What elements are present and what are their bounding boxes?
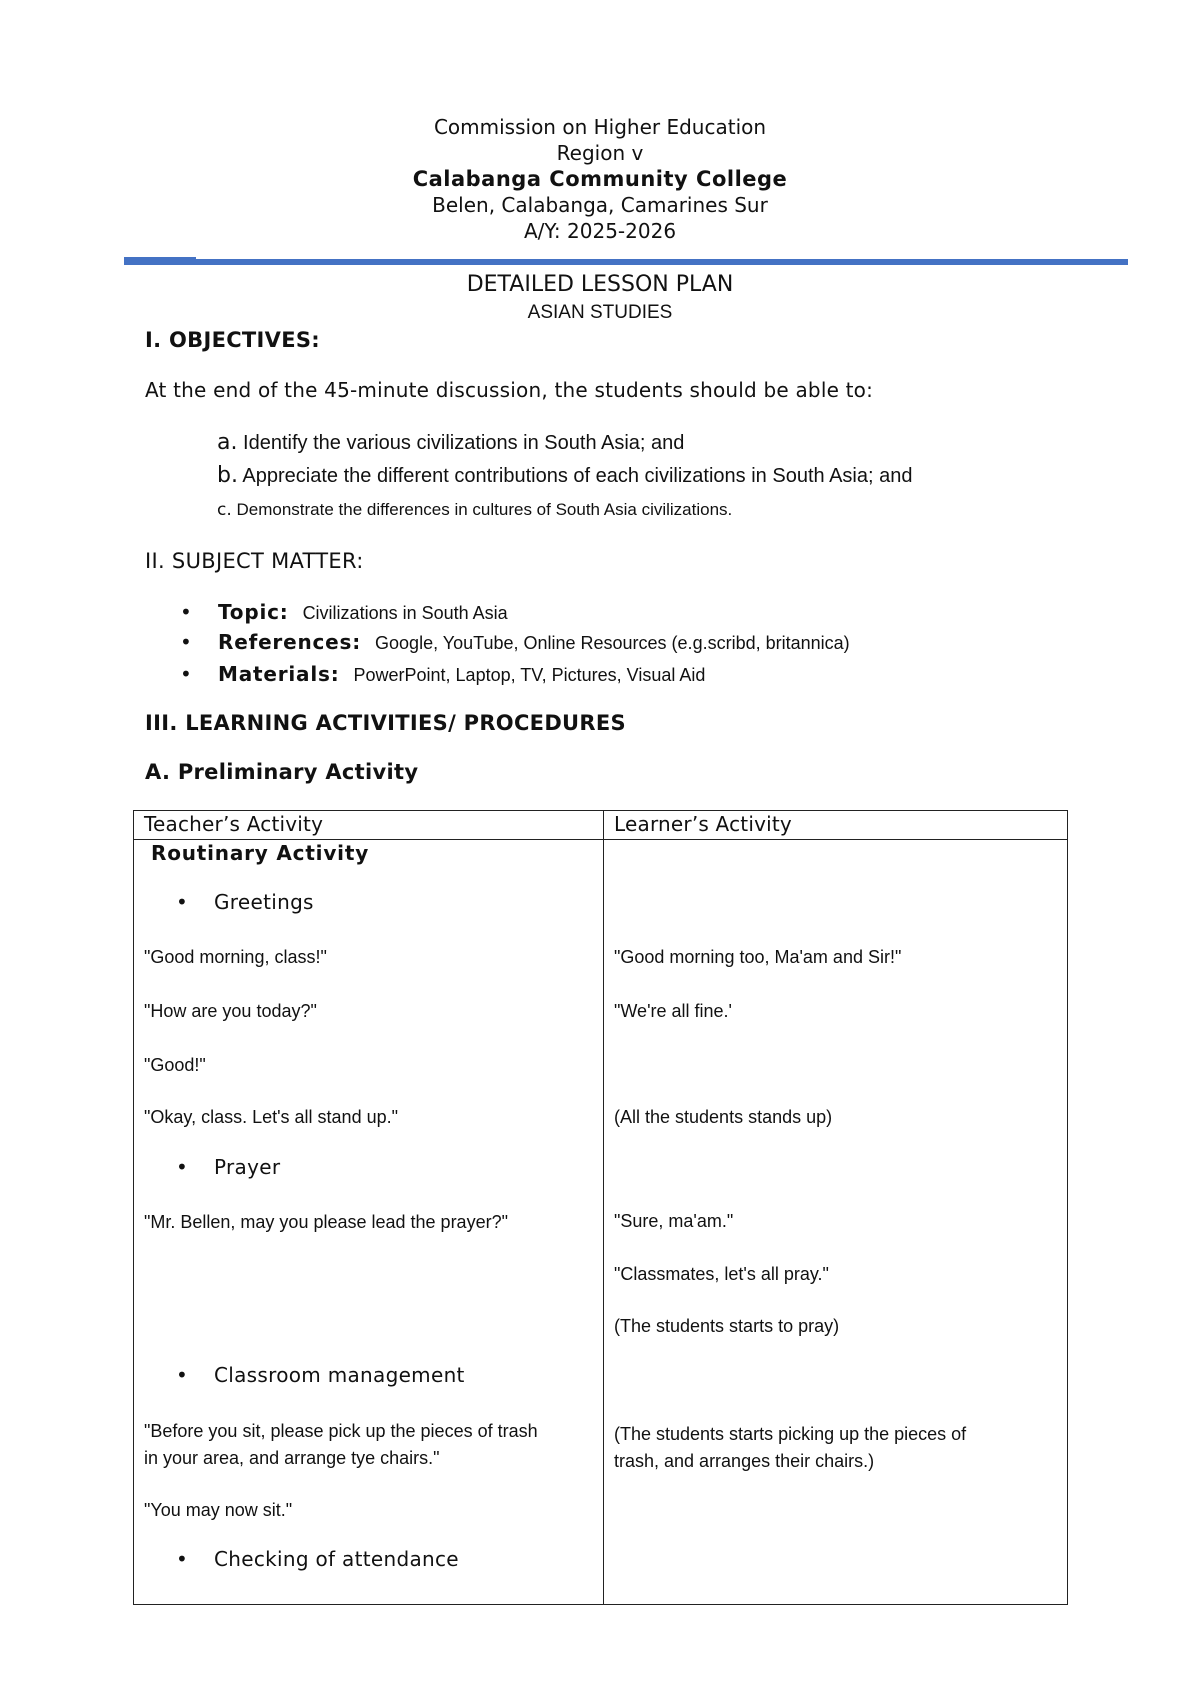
learning-activities-heading: III. LEARNING ACTIVITIES/ PROCEDURES [145,711,626,735]
subject-item-materials [180,662,705,686]
learner-line: "Classmates, let's all pray." [614,1264,829,1284]
greetings-label: Greetings [214,890,314,914]
classroom-management-item [134,1363,465,1387]
subject-item-references [180,630,850,654]
greetings-item [134,890,314,914]
doc-title: DETAILED LESSON PLAN [466,272,734,297]
objective-item [217,463,912,488]
commission-line: Commission on Higher Education [433,115,767,139]
subject-value: Google, YouTube, Online Resources (e.g.scribd, britannica) [375,633,850,653]
routinary-activity-label: Routinary Activity [151,841,370,865]
checking-attendance-label: Checking of attendance [214,1547,459,1571]
objective-text: Demonstrate the differences in cultures of South Asia civilizations. [236,500,733,519]
teacher-activity-header: Teacher’s Activity [134,811,604,840]
bullet-icon: • [180,630,192,654]
learner-line: (All the students stands up) [614,1107,833,1127]
header-divider [124,259,1128,265]
learner-line: (The students starts to pray) [614,1316,840,1336]
learner-activity-header: Learner’s Activity [604,811,1068,840]
subject-item-topic [180,600,508,624]
learner-activity-cell [604,840,1068,1605]
learner-line: (The students starts picking up the pieces of [614,1424,967,1444]
teacher-line: "Before you sit, please pick up the pieces of trash [144,1421,538,1441]
subject-value: Civilizations in South Asia [302,603,508,623]
objective-letter: b. [217,463,238,488]
preliminary-activity-heading: A. Preliminary Activity [145,760,419,784]
doc-subtitle: ASIAN STUDIES [527,302,673,323]
bullet-icon: • [180,600,192,624]
teacher-line: "Good morning, class!" [144,947,327,967]
objectives-heading: I. OBJECTIVES: [145,328,320,352]
table-body-row [134,840,1068,1605]
objective-item [217,430,684,455]
institution-header [0,114,1200,244]
subject-label: Materials: [218,662,340,686]
table-header-row [134,811,1068,840]
activity-table [133,810,1068,1605]
bullet-icon: • [176,890,189,914]
college-name: Calabanga Community College [412,167,788,191]
academic-year: A/Y: 2025-2026 [523,219,677,243]
checking-attendance-item [134,1547,459,1571]
objectives-intro: At the end of the 45-minute discussion, the students should be able to: [145,378,874,402]
objective-text: Appreciate the different contributions of each civilizations in South Asia; and [242,465,913,487]
teacher-line: "You may now sit." [144,1500,293,1520]
learner-line: "We're all fine.' [614,1001,732,1021]
subject-label: Topic: [218,600,289,624]
teacher-line: "How are you today?" [144,1001,317,1021]
bullet-icon: • [180,662,192,686]
objective-letter: a. [217,430,238,455]
bullet-icon: • [176,1155,189,1179]
teacher-activity-cell [134,840,604,1605]
subject-label: References: [218,630,362,654]
objective-item [217,500,732,520]
bullet-icon: • [176,1547,189,1571]
learner-line: "Good morning too, Ma'am and Sir!" [614,947,902,967]
teacher-line: "Okay, class. Let's all stand up." [144,1107,398,1127]
classroom-management-label: Classroom management [214,1363,465,1387]
college-address: Belen, Calabanga, Camarines Sur [432,193,768,217]
teacher-line: "Mr. Bellen, may you please lead the prayer?" [144,1212,508,1232]
bullet-icon: • [176,1363,189,1387]
teacher-line: "Good!" [144,1055,206,1075]
learner-line: "Sure, ma'am." [614,1211,734,1231]
learner-line: trash, and arranges their chairs.) [614,1451,875,1471]
teacher-line: in your area, and arrange tye chairs." [144,1448,440,1468]
region-line: Region v [556,141,644,165]
prayer-label: Prayer [214,1155,281,1179]
objective-text: Identify the various civilizations in South Asia; and [243,432,685,454]
prayer-item [134,1155,280,1179]
objective-letter: c. [217,500,232,520]
subject-matter-heading: II. SUBJECT MATTER: [145,549,364,573]
subject-value: PowerPoint, Laptop, TV, Pictures, Visual Aid [353,665,706,685]
